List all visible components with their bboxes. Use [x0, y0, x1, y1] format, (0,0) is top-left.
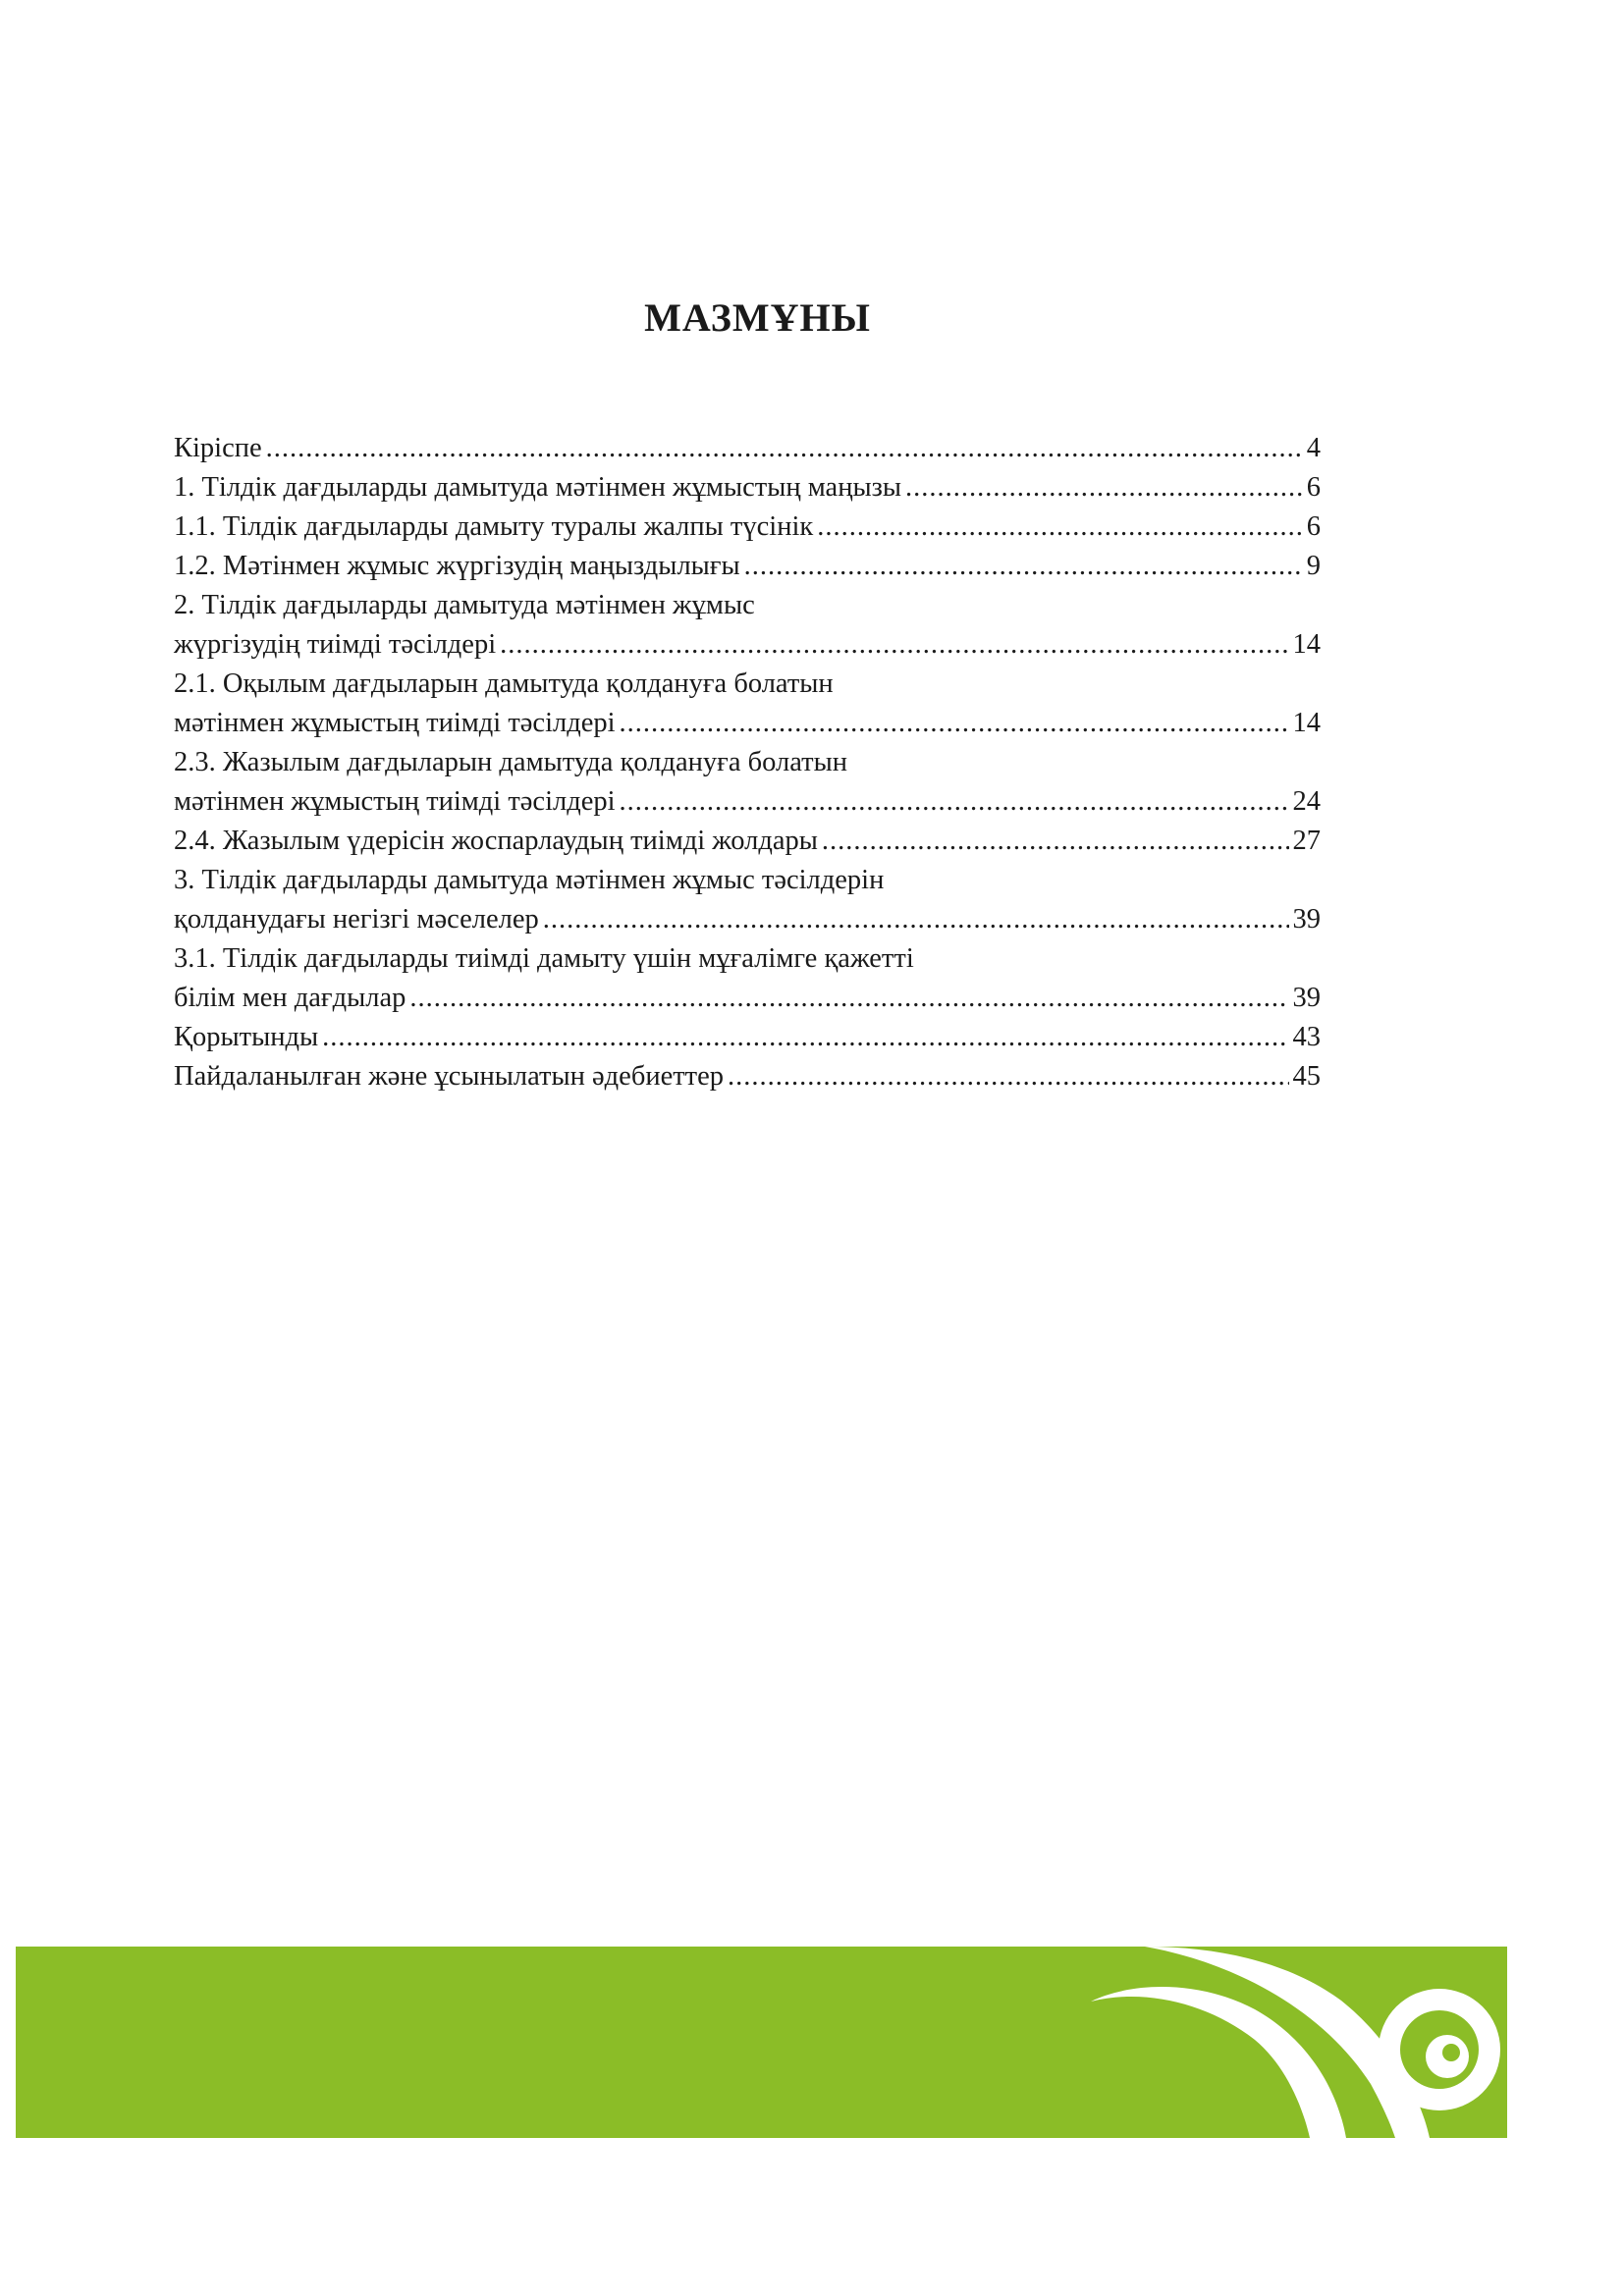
- toc-entry-line: [174, 822, 1321, 861]
- toc-entry-line: [174, 782, 1321, 822]
- toc-dot-leader: [409, 979, 1288, 1018]
- toc-page-number: 43: [1292, 1022, 1321, 1052]
- toc-entry: [174, 665, 1321, 743]
- toc-entry-text: Қорытынды: [174, 1022, 319, 1052]
- toc-entry-text: Кіріспе: [174, 433, 262, 463]
- toc-entry: [174, 861, 1321, 939]
- toc-entry-line: [174, 743, 1321, 782]
- toc-dot-leader: [620, 704, 1289, 743]
- toc-page-number: 27: [1292, 826, 1321, 856]
- toc-entry-line: [174, 625, 1321, 665]
- toc-dot-leader: [728, 1057, 1288, 1096]
- toc-entry-line: [174, 979, 1321, 1018]
- toc-entry: [174, 1018, 1321, 1057]
- toc-entry-line: [174, 861, 1321, 900]
- toc-entry-text: 1.2. Мәтінмен жұмыс жүргізудің маңыздылығы: [174, 551, 740, 581]
- toc-entry: [174, 507, 1321, 547]
- toc-entry-line: [174, 1018, 1321, 1057]
- toc-dot-leader: [266, 429, 1303, 468]
- toc-entry-text: 1. Тілдік дағдыларды дамытуда мәтінмен жұмыстың маңызы: [174, 472, 902, 503]
- toc-entry-text: жүргізудің тиімді тәсілдері: [174, 629, 497, 660]
- toc-entry-text: 2.1. Оқылым дағдыларын дамытуда қолдануға болатын: [174, 668, 834, 699]
- toc-dot-leader: [817, 507, 1303, 547]
- page-title: МАЗМҰНЫ: [644, 295, 871, 340]
- toc-entry: [174, 822, 1321, 861]
- toc-page-number: 6: [1306, 511, 1321, 542]
- toc-dot-leader: [620, 782, 1289, 822]
- table-of-contents: [174, 429, 1321, 1096]
- toc-dot-leader: [744, 547, 1303, 586]
- toc-dot-leader: [905, 468, 1303, 507]
- toc-page-number: 45: [1292, 1061, 1321, 1092]
- toc-entry-text: 2. Тілдік дағдыларды дамытуда мәтінмен жұмыс: [174, 590, 755, 620]
- toc-entry: [174, 586, 1321, 665]
- toc-dot-leader: [543, 900, 1289, 939]
- toc-dot-leader: [322, 1018, 1288, 1057]
- toc-page-number: 14: [1292, 629, 1321, 660]
- toc-entry-text: білім мен дағдылар: [174, 983, 406, 1013]
- toc-entry: [174, 547, 1321, 586]
- toc-entry: [174, 429, 1321, 468]
- toc-entry-line: [174, 547, 1321, 586]
- toc-entry-line: [174, 704, 1321, 743]
- toc-entry-line: [174, 429, 1321, 468]
- toc-entry-text: 2.3. Жазылым дағдыларын дамытуда қолдануға болатын: [174, 747, 847, 777]
- toc-page-number: 39: [1292, 983, 1321, 1013]
- toc-entry: [174, 939, 1321, 1018]
- toc-entry-line: [174, 939, 1321, 979]
- toc-page-number: 14: [1292, 708, 1321, 738]
- toc-entry-line: [174, 1057, 1321, 1096]
- toc-entry-line: [174, 468, 1321, 507]
- toc-entry-text: мәтінмен жұмыстың тиімді тәсілдері: [174, 708, 616, 738]
- toc-entry-line: [174, 900, 1321, 939]
- green-ornament-band: [16, 1947, 1507, 2138]
- toc-entry-text: 1.1. Тілдік дағдыларды дамыту туралы жалпы түсінік: [174, 511, 814, 542]
- toc-entry-text: Пайдаланылған және ұсынылатын әдебиеттер: [174, 1061, 725, 1092]
- toc-entry-text: 3.1. Тілдік дағдыларды тиімді дамыту үшін мұғалімге қажетті: [174, 943, 914, 974]
- toc-dot-leader: [822, 822, 1289, 861]
- toc-entry-text: 3. Тілдік дағдыларды дамытуда мәтінмен жұмыс тәсілдерін: [174, 865, 885, 895]
- toc-entry-line: [174, 665, 1321, 704]
- toc-entry: [174, 1057, 1321, 1096]
- toc-entry-text: мәтінмен жұмыстың тиімді тәсілдері: [174, 786, 616, 817]
- toc-entry-text: қолданудағы негізгі мәселелер: [174, 904, 539, 934]
- toc-entry-line: [174, 507, 1321, 547]
- toc-page-number: 6: [1306, 472, 1321, 503]
- toc-entry: [174, 468, 1321, 507]
- toc-entry: [174, 743, 1321, 822]
- toc-entry-line: [174, 586, 1321, 625]
- toc-page-number: 39: [1292, 904, 1321, 934]
- toc-dot-leader: [500, 625, 1288, 665]
- toc-page-number: 24: [1292, 786, 1321, 817]
- toc-entry-text: 2.4. Жазылым үдерісін жоспарлаудың тиімді жолдары: [174, 826, 818, 856]
- toc-page-number: 4: [1306, 433, 1321, 463]
- toc-page-number: 9: [1306, 551, 1321, 581]
